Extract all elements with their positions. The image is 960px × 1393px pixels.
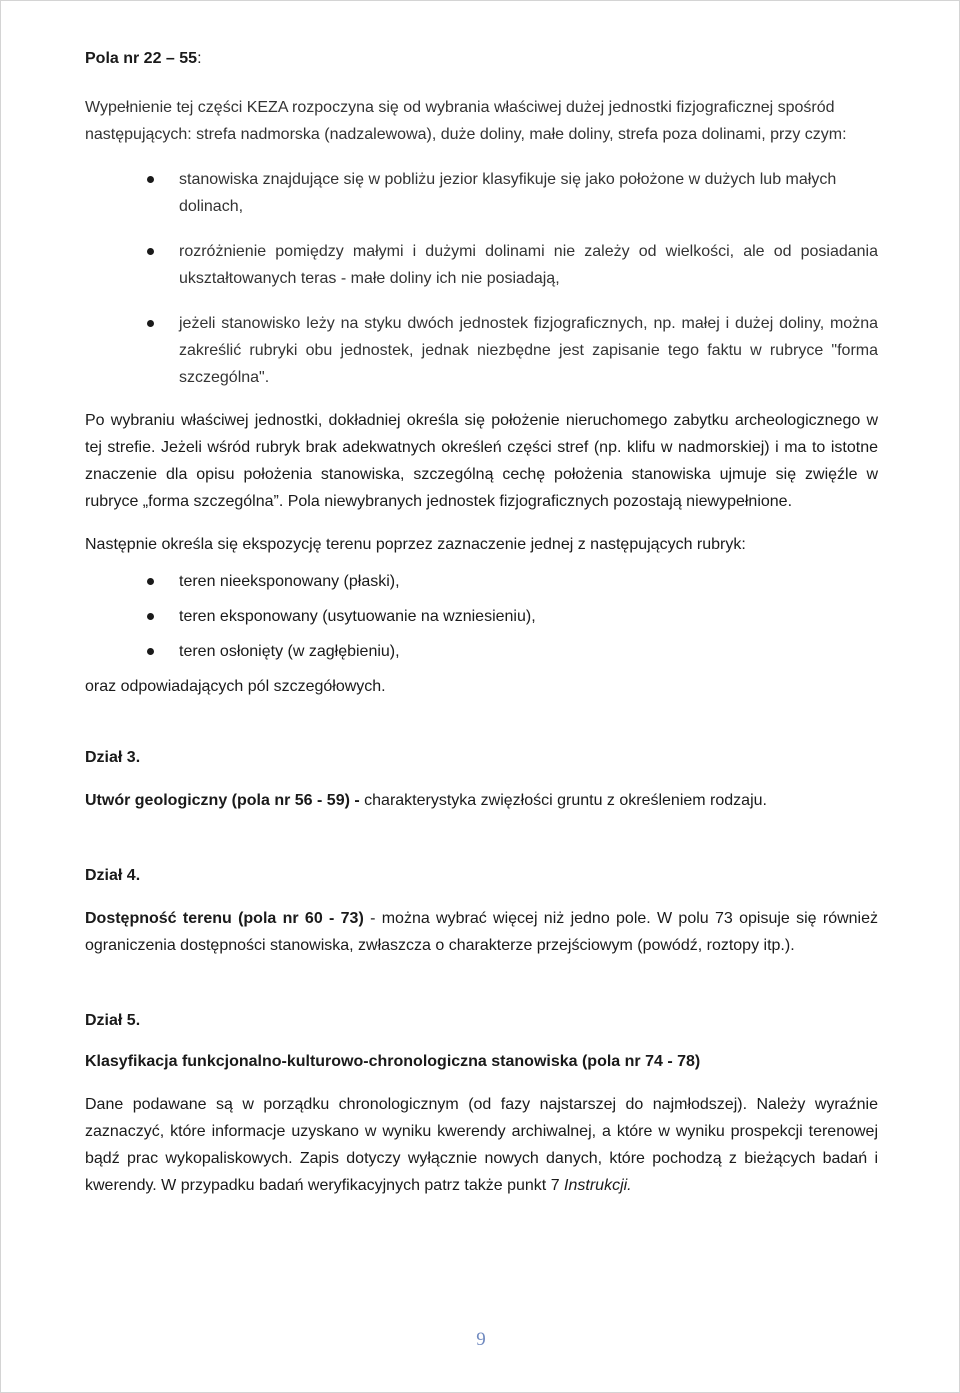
list-item: teren eksponowany (usytuowanie na wzniesieniu), [85,603,878,630]
dzial4-title-text: Dział 4. [85,867,141,884]
dzial5-italic: Instrukcji. [564,1177,632,1194]
dzial5-title-text: Dział 5. [85,1012,141,1029]
page-content [85,45,878,1199]
exposure-intro: Następnie określa się ekspozycję terenu poprzez zaznaczenie jednej z następujących rubryk: [85,536,746,553]
position-paragraph: Po wybraniu właściwej jednostki, dokładniej określa się położenie nieruchomego zabytku archeologicznego w tej strefie. Jeżeli wśród rubryk brak adekwatnych określeń części stref (np. klifu w nadmorskiej) i ma to istotne znaczenie dla opisu położenia stanowiska, szczególną cechę położenia stanowiska ujmuje się zwięźle w rubryce „forma szczególna”. Pola niewybranych jednostek fizjograficznych pozostają niewypełnione. [85,412,878,510]
list-item: teren osłonięty (w zagłębieniu), [85,638,878,665]
dzial5-title [85,1007,878,1034]
intro-paragraph: Wypełnienie tej części KEZA rozpoczyna się od wybrania właściwej dużej jednostki fizjograficznej spośród następujących: strefa nadmorska (nadzalewowa), duże doliny, małe doliny, strefa poza dolinami, przy czym: [85,99,847,143]
dzial5-text: Dane podawane są w porządku chronologicznym (od fazy najstarszej do najmłodszej). Należy wyraźnie zaznaczyć, które informacje uzyskano w wyniku kwerendy archiwalnej, a które w wyniku prospekcji terenowej bądź prac wykopaliskowych. Zapis dotyczy wyłącznie nowych danych, które pochodzą z bieżących badań i kwerendy. W przypadku badań weryfikacyjnych patrz także punkt 7 [85,1096,878,1194]
dzial3-text: charakterystyka zwięzłości gruntu z określeniem rodzaju. [359,792,767,809]
dzial5-body [85,1091,878,1199]
dzial3-bold: Utwór geologiczny (pola nr 56 - 59) - [85,792,360,809]
heading-bold: Pola nr 22 – 55 [85,50,198,67]
dzial5-subtitle-text: Klasyfikacja funkcjonalno-kulturowo-chronologiczna stanowiska (pola nr 74 - 78) [85,1053,701,1070]
dzial5-subtitle [85,1048,878,1075]
dzial4-bold: Dostępność terenu (pola nr 60 - 73) [85,910,364,927]
list-item: jeżeli stanowisko leży na styku dwóch jednostek fizjograficznych, np. małej i dużej doliny, można zakreślić rubryki obu jednostek, jednak niezbędne jest zapisanie tego faktu w rubryce "forma szczególna". [85,310,878,391]
physiography-list [85,166,878,391]
exposure-outro: oraz odpowiadających pól szczegółowych. [85,678,386,695]
dzial4-body [85,905,878,959]
dzial4-title [85,862,878,889]
list-item: rozróżnienie pomiędzy małymi i dużymi dolinami nie zależy od wielkości, ale od posiadania ukształtowanych teras - małe doliny ich nie posiadają, [85,238,878,292]
list-item: stanowiska znajdujące się w pobliżu jezior klasyfikuje się jako położone w dużych lub małych dolinach, [85,166,878,220]
dzial3-body [85,787,878,814]
dzial3-title-text: Dział 3. [85,749,141,766]
dzial3-title [85,744,878,771]
section-heading [85,45,878,72]
page-number: 9 [476,1329,486,1350]
list-item: teren nieeksponowany (płaski), [85,568,878,595]
exposure-list [85,568,878,665]
dzial4-text: - można wybrać więcej niż jedno pole. W polu 73 opisuje się również ograniczenia dostępności stanowiska, zwłaszcza o charakterze przejściowym (powódź, roztopy itp.). [85,910,879,954]
heading-colon: : [197,50,202,67]
